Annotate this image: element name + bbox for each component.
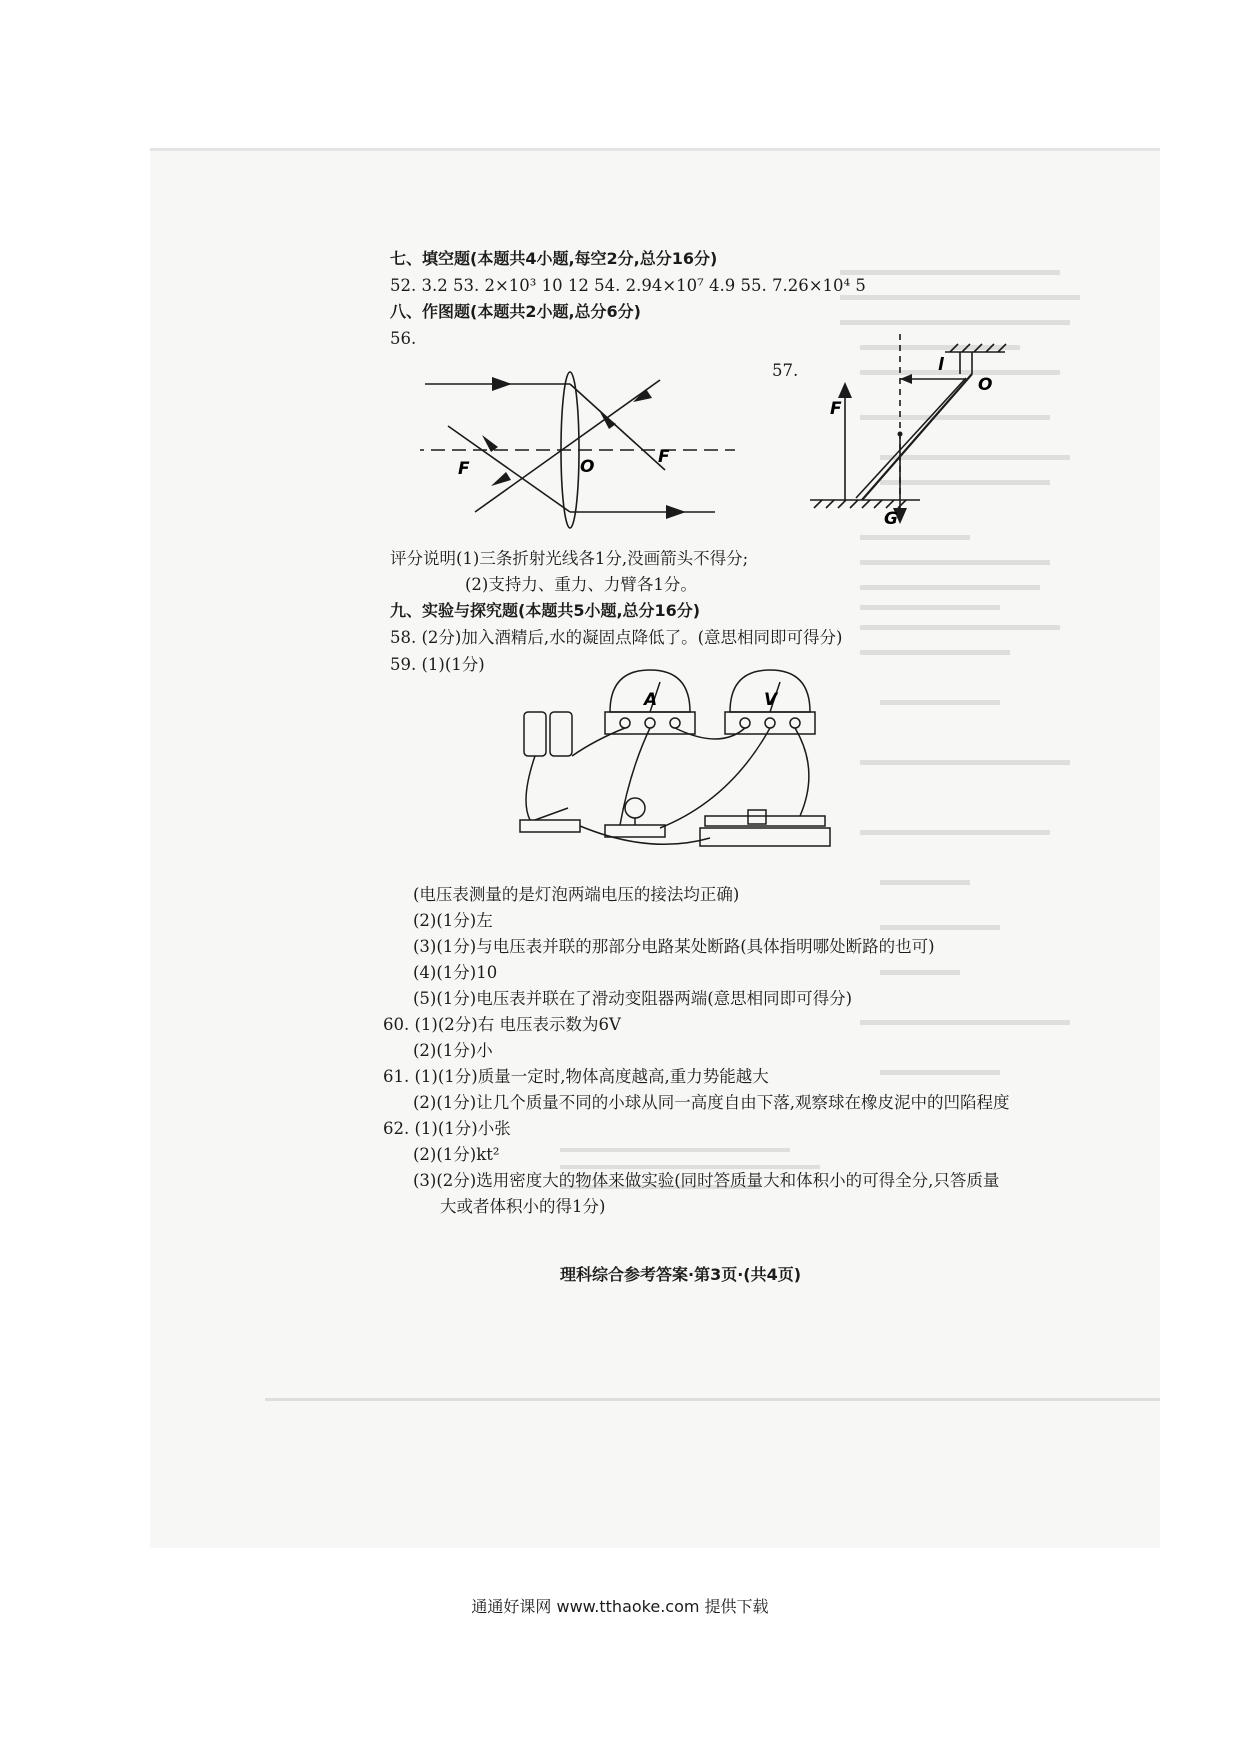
section-7-header: 七、填空题(本题共4小题,每空2分,总分16分) <box>390 249 718 268</box>
q59-part5: (5)(1分)电压表并联在了滑动变阻器两端(意思相同即可得分) <box>413 989 853 1008</box>
q61-part1: 61. (1)(1分)质量一定时,物体高度越高,重力势能越大 <box>383 1067 769 1086</box>
arrow-icon <box>492 377 512 391</box>
q62-part3a: (3)(2分)选用密度大的物体来做实验(同时答质量大和体积小的可得全分,只答质量 <box>413 1171 1000 1190</box>
grading-note-2: (2)支持力、重力、力臂各1分。 <box>465 575 697 594</box>
center-label: O <box>580 457 595 477</box>
q61-part2: (2)(1分)让几个质量不同的小球从同一高度自由下落,观察球在橡皮泥中的凹陷程度 <box>413 1093 1010 1112</box>
arrow-icon <box>900 374 912 384</box>
q62-part1: 62. (1)(1分)小张 <box>383 1119 511 1138</box>
q59-part4: (4)(1分)10 <box>413 963 498 982</box>
q59-part1: 59. (1)(1分) <box>390 655 485 674</box>
q62-part3b: 大或者体积小的得1分) <box>440 1197 606 1216</box>
grading-note-1: 评分说明(1)三条折射光线各1分,没画箭头不得分; <box>390 549 749 568</box>
q56-label: 56. <box>390 329 417 348</box>
q62-part2: (2)(1分)kt² <box>413 1145 500 1164</box>
q58-answer: 58. (2分)加入酒精后,水的凝固点降低了。(意思相同即可得分) <box>390 628 843 647</box>
lens-ray-diagram <box>420 362 740 537</box>
q60-part2: (2)(1分)小 <box>413 1041 493 1060</box>
q59-part3: (3)(1分)与电压表并联的那部分电路某处断路(具体指明哪处断路的也可) <box>413 937 935 956</box>
voltmeter-label: V <box>764 690 778 710</box>
circuit-diagram <box>500 660 880 860</box>
force-label: F <box>830 399 842 419</box>
q59-note: (电压表测量的是灯泡两端电压的接法均正确) <box>413 885 740 904</box>
section-9-header: 九、实验与探究题(本题共5小题,总分16分) <box>390 601 701 620</box>
pivot-label: O <box>978 375 993 395</box>
gravity-label: G <box>884 509 898 529</box>
q60-part1: 60. (1)(2分)右 电压表示数为6V <box>383 1015 621 1034</box>
section-8-header: 八、作图题(本题共2小题,总分6分) <box>390 302 641 321</box>
arrow-icon <box>838 382 852 398</box>
focus-right-label: F <box>658 447 670 467</box>
arrow-icon <box>666 505 686 519</box>
arm-label: l <box>938 355 944 375</box>
q59-part2: (2)(1分)左 <box>413 911 493 930</box>
download-footer: 通通好课网 www.tthaoke.com 提供下载 <box>471 1597 769 1616</box>
fill-answers: 52. 3.2 53. 2×10³ 10 12 54. 2.94×10⁷ 4.9 55. 7.26×10⁴ 5 <box>390 276 866 295</box>
focus-left-label: F <box>458 459 470 479</box>
arrow-icon <box>633 389 652 402</box>
ammeter-label: A <box>644 690 658 710</box>
page-label: 理科综合参考答案·第3页·(共4页) <box>560 1265 802 1284</box>
arrow-icon <box>491 472 511 486</box>
lever-diagram <box>800 334 1020 534</box>
q57-label: 57. <box>772 361 799 380</box>
